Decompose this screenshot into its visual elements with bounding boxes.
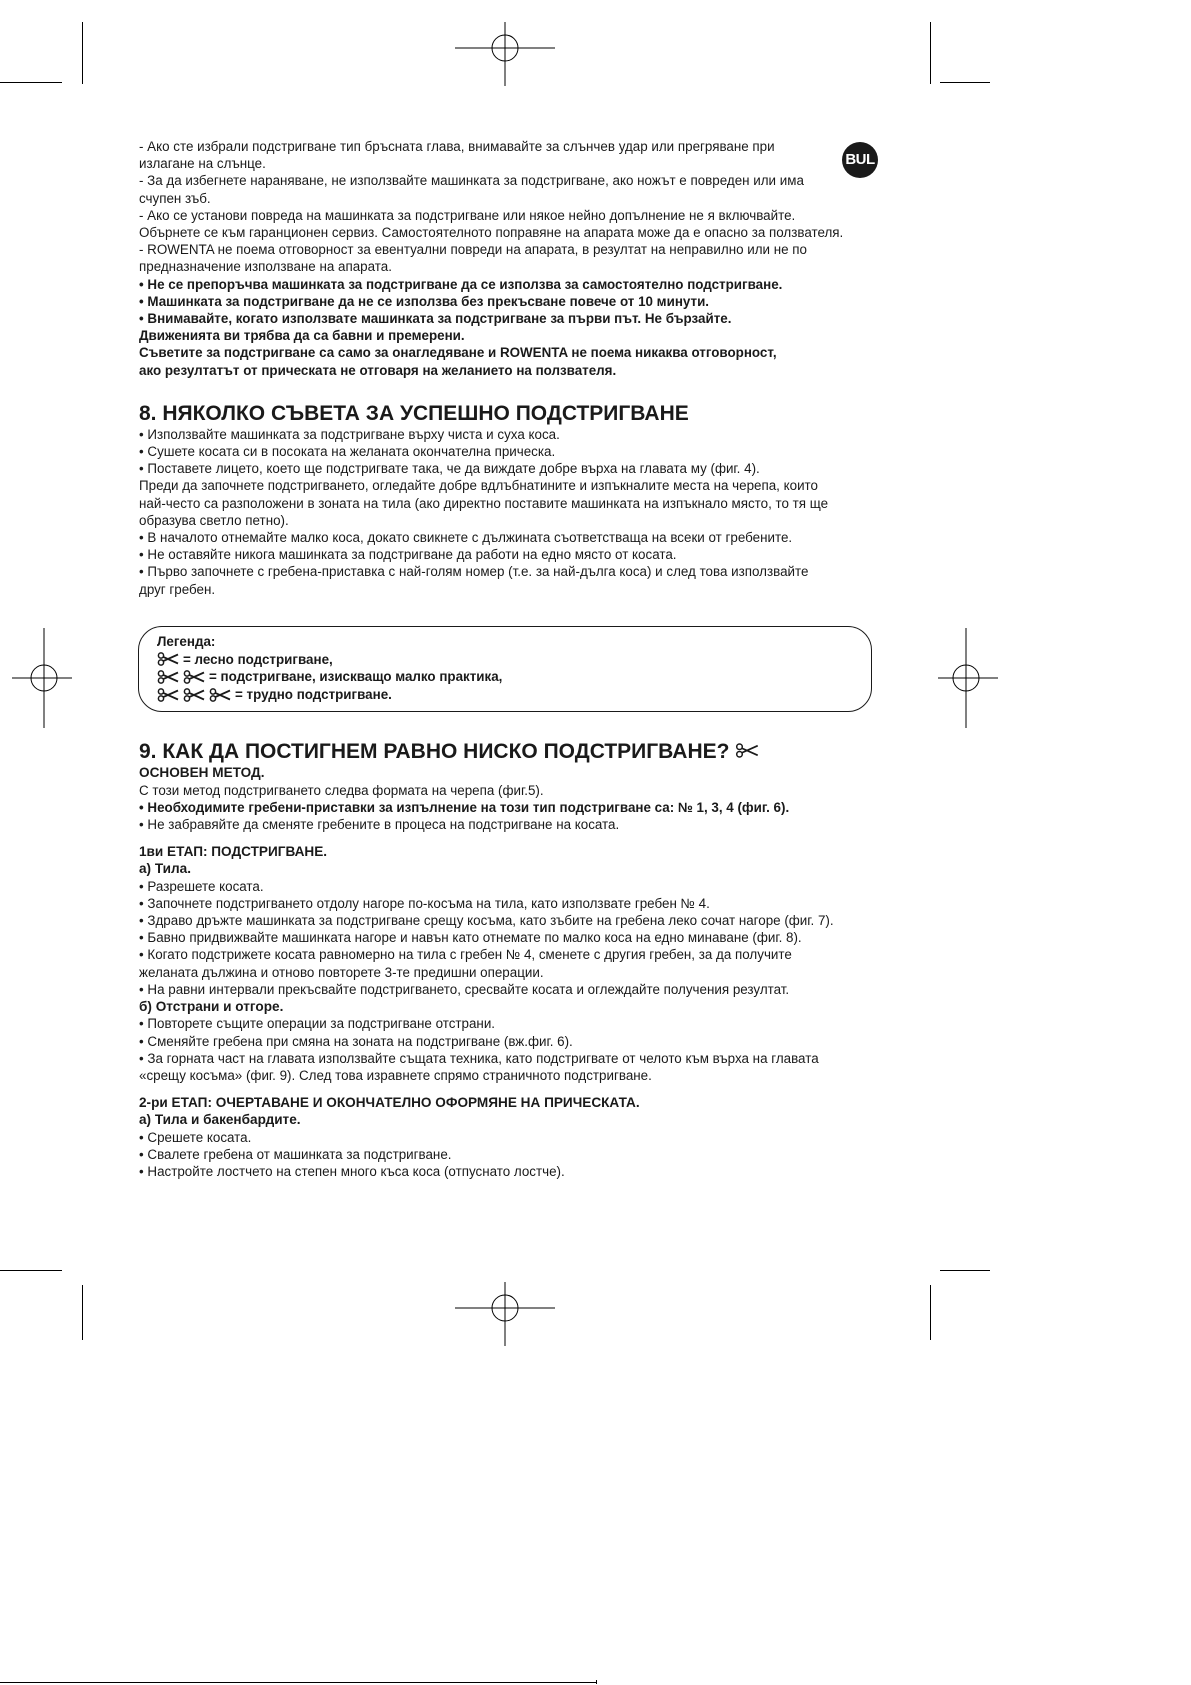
section-8-line: друг гребен. [139,581,216,597]
scissors-icon [209,688,231,702]
intro-line: предназначение използване на апарата. [139,259,392,275]
registration-mark-icon [455,20,555,90]
intro-line: Движенията ви трябва да са бавни и премерени. [139,328,465,344]
scissors-icon [157,688,179,702]
stage-1-a-line: желаната дължина и отново повторете 3-те предишни операции. [139,964,544,980]
language-badge: BUL [842,142,878,178]
stage-2-a-line: • Настройте лостчето на степен много къса коса (отпуснато лостче). [139,1163,565,1179]
scissors-icon [157,652,179,666]
legend-medium [157,668,871,686]
method-line: • Необходимите гребени-приставки за изпълнение на този тип подстригване са: № 1, 3, 4 (фиг. 6). [139,799,790,815]
section-8-line: • Сушете косата си в посоката на желаната окончателна прическа. [139,444,556,460]
section-8-line: • Използвайте машинката за подстригване върху чиста и суха коса. [139,426,560,442]
intro-line: излагане на слънце. [139,156,266,172]
legend-medium-text: = подстригване, изискващо малко практика, [209,669,503,685]
section-9-heading-text: 9. КАК ДА ПОСТИГНЕМ РАВНО НИСКО ПОДСТРИГВАНЕ? [139,740,730,763]
intro-line: • Машинката за подстригване да не се използва без прекъсване повече от 10 минути. [139,293,710,309]
crop-mark [940,82,990,83]
stage-2-a-line: • Свалете гребена от машинката за подстригване. [139,1146,452,1162]
section-8-line: • Първо започнете с гребена-приставка с най-голям номер (т.е. за най-дълга коса) и след това използвайте [139,564,809,580]
stage-1-b-title: б) Отстрани и отгоре. [139,999,284,1015]
stage-2-title: 2-ри ЕТАП: ОЧЕРТАВАНЕ И ОКОНЧАТЕЛНО ОФОРМЯНЕ НА ПРИЧЕСКАТА. [139,1095,640,1111]
section-8-line: Преди да започнете подстригването, огледайте добре вдлъбнатините и изпъкналите места на черепа, които [139,478,818,494]
intro-warnings [139,138,879,379]
stage-1-title: 1ви ЕТАП: ПОДСТРИГВАНЕ. [139,844,328,860]
section-9-heading [139,740,879,764]
section-8-line: • Не оставяйте никога машинката за подстригване да работи на едно място от косата. [139,547,677,563]
intro-line: - Ако се установи повреда на машинката за подстригване или някое нейно допълнение не я включвайте. [139,207,796,223]
intro-line: - ROWENTA не поема отговорност за евентуални повреди на апарата, в резултат на неправилно или не по [139,242,808,258]
scissors-icon [183,670,205,684]
scissors-icon [157,670,179,684]
crop-mark [0,1270,62,1271]
stage-1-a-title: а) Тила. [139,861,191,877]
section-8-body [139,426,879,598]
scissors-icon [735,740,759,764]
stage-1-a-line: • Започнете подстригването отдолу нагоре по-косъма на тила, като използвате гребен № 4. [139,895,710,911]
section-8-heading: 8. НЯКОЛКО СЪВЕТА ЗА УСПЕШНО ПОДСТРИГВАНЕ [139,401,689,425]
stage-1-b-line: • Повторете същите операции за подстригване отстрани. [139,1016,496,1032]
intro-line: • Не се препоръчва машинката за подстригване да се използва за самостоятелно подстригване. [139,276,783,292]
crop-mark [82,1285,83,1340]
page-body [139,138,879,598]
section-8-line: • В началото отнемайте малко коса, докато свикнете с дължината съответстваща на всеки от гребените. [139,530,793,546]
crop-mark [930,22,931,84]
section-9 [139,740,879,1180]
stage-2-a-line: • Срешете косата. [139,1129,252,1145]
method-line: • Не забравяйте да сменяте гребените в процеса на подстригване на косата. [139,817,620,833]
stage-1-a-line: • Здраво дръжте машинката за подстригване срещу косъма, като зъбите на гребена леко сочат нагоре (фиг. 7). [139,913,834,929]
legend-hard [157,686,871,704]
stage-1-b-line: • Сменяйте гребена при смяна на зоната на подстригване (вж.фиг. 6). [139,1033,573,1049]
stage-1-b-line: • За горната част на главата използвайте същата техника, като подстригвате от челото към върха на главата [139,1050,819,1066]
method-title: ОСНОВЕН МЕТОД. [139,765,265,781]
legend-hard-text: = трудно подстригване. [235,686,392,702]
stage-2-a-title: а) Тила и бакенбардите. [139,1112,301,1128]
legend-box [138,626,872,712]
scissors-icon [183,688,205,702]
registration-mark-icon [12,628,72,728]
section-8-line: най-често са разположени в зоната на тила (ако директно поставите машинката на изпъкнало място, то тя ще [139,495,829,511]
registration-mark-icon [455,1280,555,1350]
stage-1-a-line: • Когато подстрижете косата равномерно на тила с гребен № 4, сменете с другия гребен, за да получите [139,947,792,963]
intro-line: • Внимавайте, когато използвате машинката за подстригване за първи път. Не бързайте. [139,311,732,327]
method-line: С този метод подстригването следва формата на черепа (фиг.5). [139,782,544,798]
legend-title: Легенда: [157,634,216,649]
registration-mark-icon [938,628,998,728]
legend-easy-text: = лесно подстригване, [183,651,333,667]
section-8-line: образува светло петно). [139,512,289,528]
crop-mark [82,22,83,84]
intro-line: Съветите за подстригване са само за онагледяване и ROWENTA не поема никаква отговорност, [139,345,777,361]
intro-line: Обърнете се към гаранционен сервиз. Самостоятелното поправяне на апарата може да е опасно за ползвателя. [139,225,844,241]
intro-line: - За да избегнете нараняване, не използвайте машинката за подстригване, ако ножът е повреден или има [139,173,804,189]
intro-line: счупен зъб. [139,190,211,206]
crop-mark [940,1270,990,1271]
stage-1-a-line: • На равни интервали прекъсвайте подстригването, сресвайте косата и оглеждайте получения резултат. [139,981,790,997]
crop-mark [0,82,62,83]
crop-mark [930,1285,931,1340]
stage-1-a-line: • Разрешете косата. [139,878,264,894]
stage-1-b-line: «срещу косъма» (фиг. 9). След това изравнете спрямо страничното подстригване. [139,1067,652,1083]
stage-1-a-line: • Бавно придвижвайте машинката нагоре и навън като отнемате по малко коса на едно минаване (фиг. 8). [139,930,802,946]
footer-rule [0,1682,596,1683]
intro-line: ако резултатът от прическата не отговаря на желанието на ползвателя. [139,362,617,378]
footer-tick [596,1680,597,1684]
legend-easy [157,651,871,669]
intro-line: - Ако сте избрали подстригване тип бръсната глава, внимавайте за слънчев удар или прегряване при [139,139,775,154]
section-8-line: • Поставете лицето, което ще подстригвате така, че да виждате добре върха на главата му (фиг. 4). [139,461,760,477]
